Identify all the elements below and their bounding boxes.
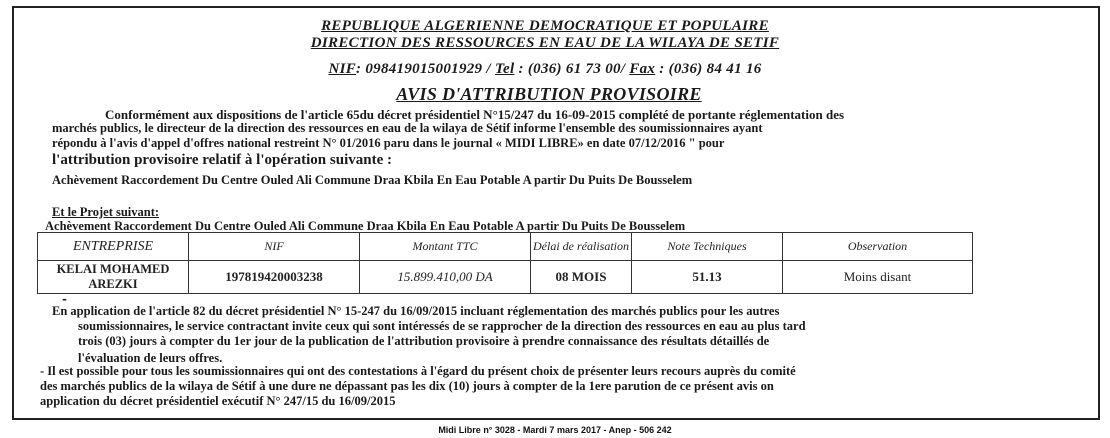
intro-line-2: marchés publics, le directeur de la direction des ressources en eau de la wilaya de Sétif informe l'ensemble des soumissionnaires ayant: [52, 121, 763, 135]
nif-label: NIF: [328, 61, 357, 77]
body-line-3: trois (03) jours à compter du 1er jour de la publication de l'attribution provisoire à prendre connaissance des résultats détaillés de: [78, 334, 770, 348]
tel-label: Tel: [494, 61, 515, 77]
col-note: Note Techniques: [632, 233, 783, 261]
body-line-4: l'évaluation de leurs offres.: [78, 351, 223, 365]
projet-text: Achèvement Raccordement Du Centre Ouled Ali Commune Draa Kbila En Eau Potable A partir Du Puits De Bousselem: [45, 219, 686, 233]
header-contacts: [0, 61, 1100, 78]
notice-title: AVIS D'ATTRIBUTION PROVISOIRE: [396, 84, 702, 104]
col-entreprise: ENTREPRISE: [38, 233, 189, 261]
intro-line-1: Conformément aux dispositions de l'article 65du décret présidentiel N°15/247 du 16-09-2015 complété de portante réglementation des: [105, 107, 845, 122]
fax-label: Fax: [629, 61, 656, 77]
projet-label: Et le Projet suivant:: [52, 205, 160, 219]
col-nif: NIF: [189, 233, 360, 261]
intro-line-4: l'attribution provisoire relatif à l'opération suivante :: [52, 152, 392, 168]
cell-entreprise: KELAI MOHAMED AREZKI: [38, 261, 189, 294]
intro-line-3: répondu à l'avis d'appel d'offres national restreint N° 01/2016 paru dans le journal « MIDI LIBRE» en date 07/12/2016 " pour: [52, 136, 725, 150]
attribution-table: [37, 232, 973, 294]
cell-observation: Moins disant: [783, 261, 973, 294]
body-line-1: En application de l'article 82 du décret présidentiel N° 15-247 du 16/09/2015 incluant réglementation des marchés publics pour les autres: [52, 304, 780, 318]
col-observation: Observation: [783, 233, 973, 261]
tel-value: : (036) 61 73 00/: [514, 61, 630, 77]
cell-montant: 15.899.410,00 DA: [360, 261, 531, 294]
table-header-row: [38, 233, 973, 261]
publication-footer: Midi Libre n° 3028 - Mardi 7 mars 2017 - Anep - 506 242: [438, 425, 672, 435]
header-direction: DIRECTION DES RESSOURCES EN EAU DE LA WILAYA DE SETIF: [310, 35, 780, 51]
cell-note: 51.13: [632, 261, 783, 294]
body-line-6: des marchés publics de la wilaya de Sétif à une dure ne dépassant pas les dix (10) jours à compter de la 1ere parution de ce présent avis on: [40, 379, 774, 393]
body-line-5: - Il est possible pour tous les soumissionnaires qui ont des contestations à l'égard du présent choix de présenter leurs recours auprès du comité: [40, 364, 796, 378]
col-montant: Montant TTC: [360, 233, 531, 261]
body-line-2: soumissionnaires, le service contractant invite ceux qui sont intéressés de se rapprocher de la direction des ressources en eau au plus tard: [78, 319, 806, 333]
dash-marker: -: [62, 292, 67, 306]
body-line-7: application du décret présidentiel exécutif N° 247/15 du 16/09/2015: [40, 394, 396, 408]
nif-value: : 098419015001929 /: [356, 61, 495, 77]
fax-value: : (036) 84 41 16: [655, 61, 762, 77]
cell-nif: 197819420003238: [189, 261, 360, 294]
table-row: [38, 261, 973, 294]
operation-text: Achèvement Raccordement Du Centre Ouled Ali Commune Draa Kbila En Eau Potable A partir Du Puits De Bousselem: [52, 173, 693, 187]
col-delai: Délai de réalisation: [531, 233, 632, 261]
header-republic: REPUBLIQUE ALGERIENNE DEMOCRATIQUE ET POPULAIRE: [321, 18, 769, 34]
cell-delai: 08 MOIS: [531, 261, 632, 294]
